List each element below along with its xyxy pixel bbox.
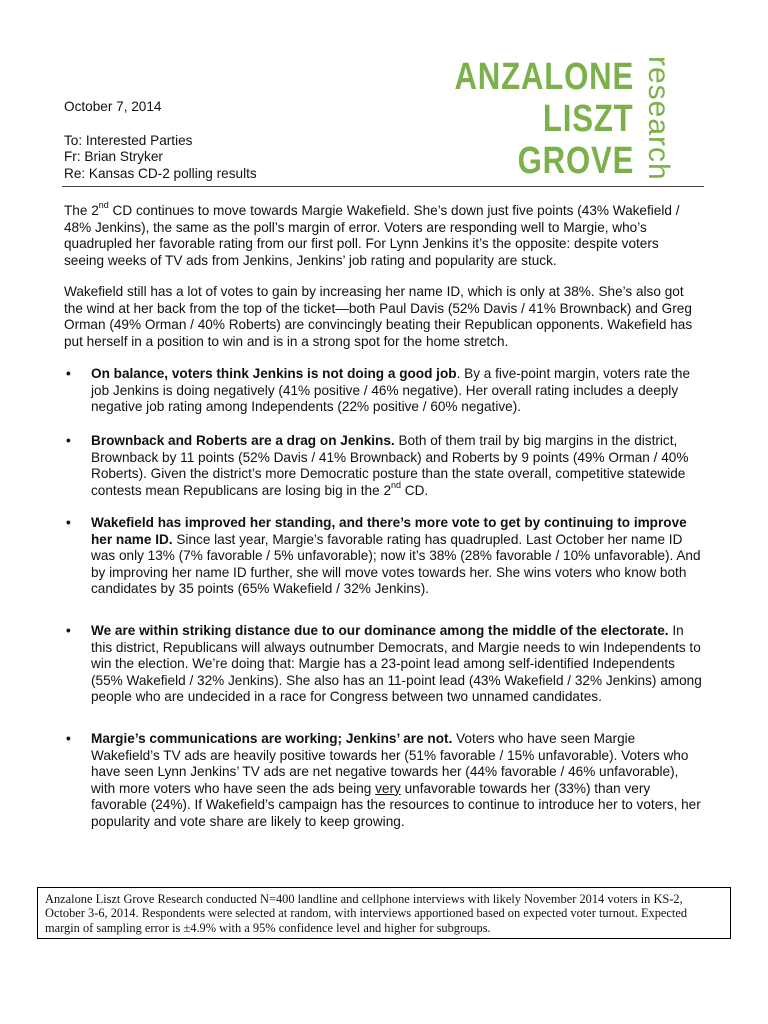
logo-line-liszt: LISZT	[543, 98, 634, 140]
bullet-heading: Margie’s communications are working; Jenkins’ are not.	[91, 731, 453, 746]
superscript-nd: nd	[391, 480, 402, 491]
bullet-body: Voters who have seen Margie Wakefield’s TV ads are heavily positive towards her (51% favorable / 15% unfavorable). Voters who have seen Lynn Jenkins’ TV ads are net negative towards her (44% favorable / 46% unfavorable), with more voters who have seen the ads being	[91, 731, 689, 796]
memo-date: October 7, 2014	[64, 99, 162, 114]
bullet-heading: We are within striking distance due to our dominance among the middle of the electorate.	[91, 623, 669, 638]
bullet-body: Since last year, Margie’s favorable rating has quadrupled. Last October her name ID was only 13% (7% favorable / 5% unfavorable); now it’s 38% (28% favorable / 10% unfavorable). And by improving her name ID further, she will move votes towards her. She wins voters who know both candidates by 35 points (65% Wakefield / 32% Jenkins).	[91, 531, 701, 597]
bullet-heading: Wakefield has improved her standing, and there’s more vote to get by continuing to improve her name ID.	[91, 515, 687, 547]
bullet-body-end: CD.	[401, 482, 429, 498]
bullet-marker: •	[66, 731, 71, 746]
memo-to: To: Interested Parties	[64, 132, 193, 148]
logo-vertical-research: research	[642, 56, 675, 181]
superscript-nd: nd	[98, 200, 109, 211]
bullet-marker: •	[66, 515, 71, 530]
bullet-body: . By a five-point margin, voters rate the job Jenkins is doing negatively (41% positive / 46% negative). Her overall rating includes a deeply negative job rating among Independents (22% positive / 60% negative).	[91, 366, 691, 415]
bullet-body-end: unfavorable towards her (33%) than very favorable (24%). If Wakefield’s campaign has the resources to continue to introduce her to voters, her popularity and vote share are likely to keep growing.	[91, 780, 701, 829]
bullet-heading: Brownback and Roberts are a drag on Jenkins.	[91, 433, 395, 448]
paragraph-intro-rest: CD continues to move towards Margie Wakefield. She’s down just five points (43% Wakefield / 48% Jenkins), the same as the poll’s margin of error. Voters are responding well to Margie, who’s quadrupled her favorable rating from our first poll. For Lynn Jenkins it’s the opposite: despite voters seeing weeks of TV ads from Jenkins, Jenkins’ job rating and popularity are stuck.	[64, 203, 680, 268]
company-logo	[454, 56, 676, 188]
bullet-body: Both of them trail by big margins in the district, Brownback by 11 points (52% Davis / 41% Brownback) and Roberts by 9 points (49% Orman / 40% Roberts). Given the district’s more Democratic posture than the state overall, competitive statewide contests mean Republicans are losing big in the 2	[91, 433, 689, 498]
logo-line-grove: GROVE	[517, 140, 634, 182]
header-divider	[62, 186, 704, 187]
memo-header	[64, 99, 257, 182]
logo-line-anzalone: ANZALONE	[454, 56, 634, 98]
bullet-heading: On balance, voters think Jenkins is not doing a good job	[91, 366, 457, 381]
paragraph-intro-start: The 2	[64, 203, 99, 218]
paragraph-intro	[64, 200, 702, 269]
memo-re: Re: Kansas CD-2 polling results	[64, 165, 257, 181]
bullet-marker: •	[66, 623, 71, 638]
methodology-footnote: Anzalone Liszt Grove Research conducted N=400 landline and cellphone interviews with likely November 2014 voters in KS-2, October 3-6, 2014. Respondents were selected at random, with interviews apportioned based on expected voter turnout. Expected margin of sampling error is ±4.9% with a 95% confidence level and higher for subgroups.	[37, 887, 731, 939]
bullet-marker: •	[66, 433, 71, 448]
paragraph-name-id: Wakefield still has a lot of votes to gain by increasing her name ID, which is only at 38%. She’s also got the wind at her back from the top of the ticket—both Paul Davis (52% Davis / 41% Brownback) and Greg Orman (49% Orman / 40% Roberts) are convincingly beating their Republican opponents. Wakefield has put herself in a position to win and is in a strong spot for the home stretch.	[64, 284, 693, 349]
memo-from: Fr: Brian Stryker	[64, 149, 163, 164]
bullet-marker: •	[66, 366, 71, 381]
underlined-word: very	[375, 780, 401, 796]
bullet-body: In this district, Republicans will always outnumber Democrats, and Margie needs to win Independents to win the election. We’re doing that: Margie has a 23-point lead among self-identified Independents (55% Wakefield / 32% Jenkins). She also has an 11-point lead (43% Wakefield / 32% Jenkins) among people who are undecided in a race for Congress between two unnamed candidates.	[91, 623, 702, 705]
